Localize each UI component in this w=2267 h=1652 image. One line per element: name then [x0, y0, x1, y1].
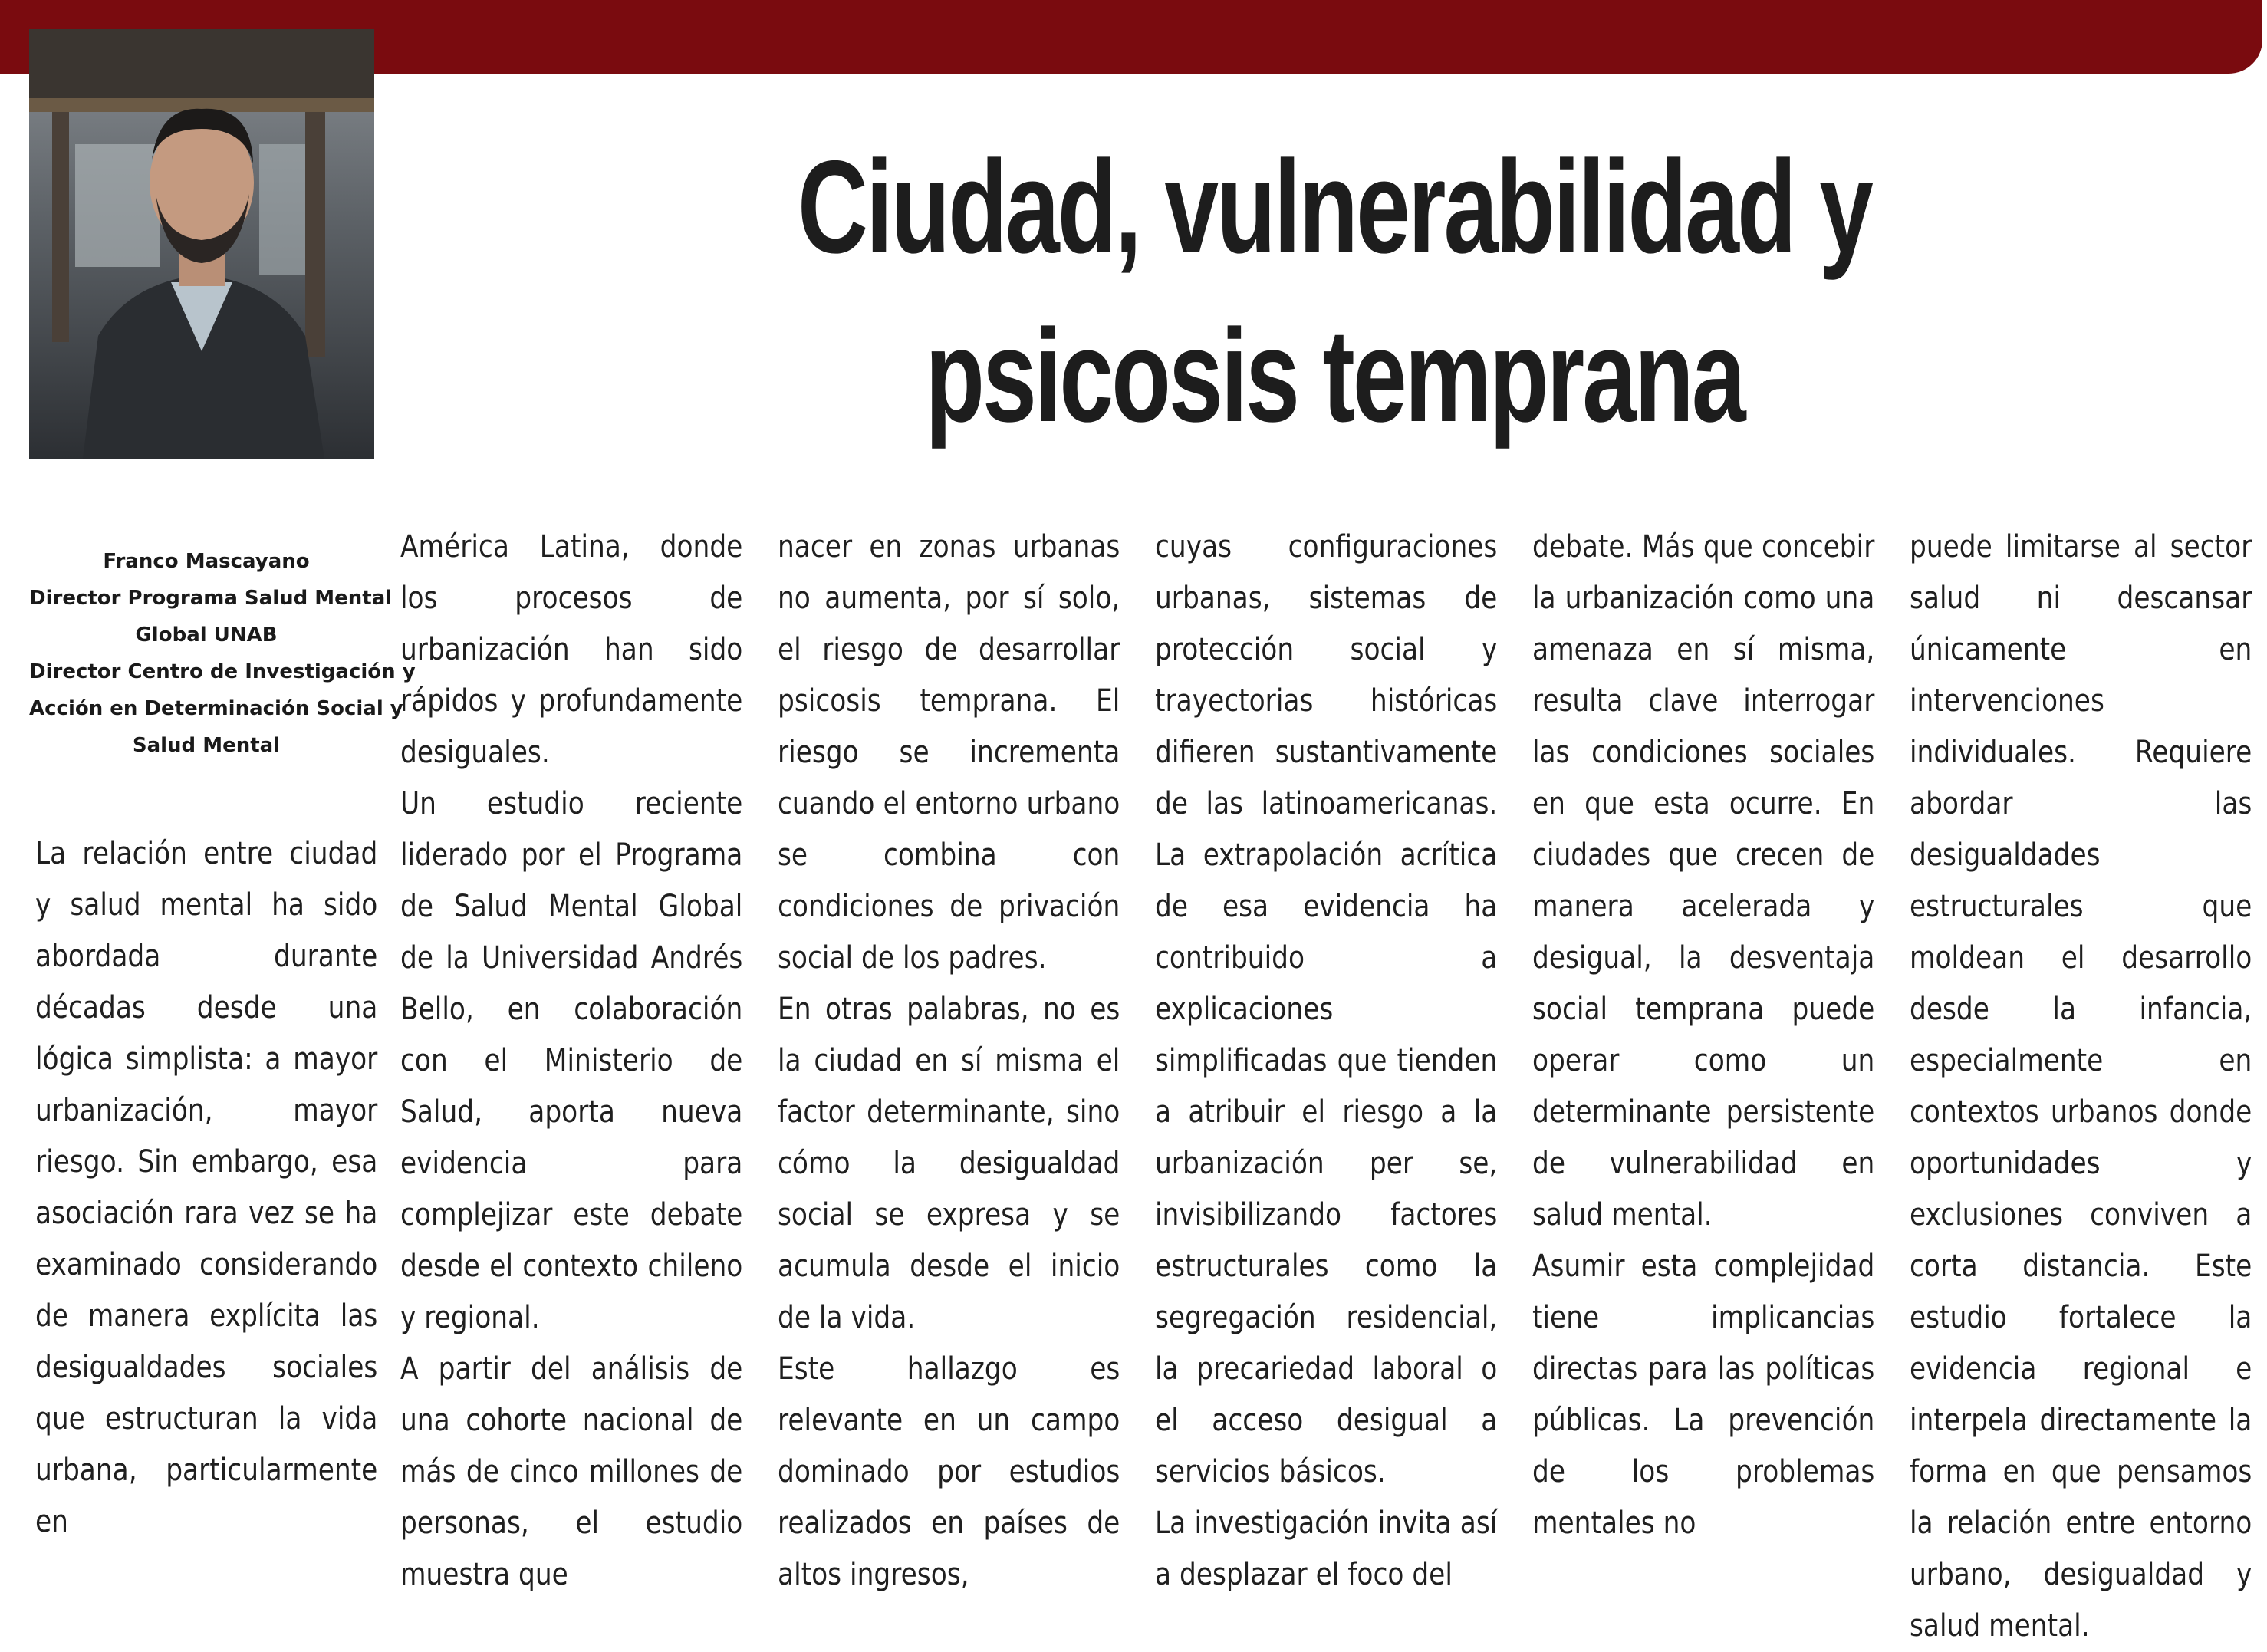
author-role-line: Director Programa Salud Mental: [29, 587, 393, 610]
text-column-2: [400, 522, 742, 1601]
paragraph: Este hallazgo es relevante en un campo dominado por estudios realizados en países de altos ingresos,: [778, 1351, 1120, 1592]
paragraph: A partir del análisis de una cohorte nacional de más de cinco millones de personas, el estudio muestra que: [400, 1351, 743, 1592]
author-role-line: Acción en Determinación Social y: [29, 697, 403, 720]
author-byline: [29, 543, 416, 764]
headline: [665, 123, 2004, 460]
author-role-line: Global UNAB: [135, 624, 278, 647]
text-column-6: [1910, 522, 2252, 1652]
paragraph: En otras palabras, no es la ciudad en sí misma el factor determinante, sino cómo la desigualdad social se expresa y se acumula desde el inicio de la vida.: [778, 992, 1120, 1335]
text-column-4: [1155, 522, 1497, 1601]
paragraph: América Latina, donde los procesos de urbanización han sido rápidos y profundamente desiguales.: [400, 529, 743, 770]
paragraph: puede limitarse al sector salud ni descansar únicamente en intervenciones individuales. Requiere abordar las desigualdades estructurales que moldean el desarrollo desde la infancia, especialmente en contextos urbanos donde oportunidades y exclusiones conviven a corta distancia. Este estudio fortalece la evidencia regional e interpela directamente la forma en que pensamos la relación entre entorno urbano, desigualdad y salud mental.: [1910, 529, 2252, 1644]
text-column-5: [1532, 522, 1874, 1549]
author-role-line: Salud Mental: [132, 734, 281, 757]
headline-line-1: Ciudad, vulnerabilidad y: [797, 133, 1872, 281]
paragraph: La investigación invita así a desplazar el foco del: [1155, 1506, 1498, 1592]
author-photo: [29, 29, 374, 459]
author-name: Franco Mascayano: [103, 550, 310, 573]
paragraph: nacer en zonas urbanas no aumenta, por sí solo, el riesgo de desarrollar psicosis temprana. El riesgo se incrementa cuando el entorno urbano se combina con condiciones de privación social de los padres.: [778, 529, 1120, 976]
author-role-line: Director Centro de Investigación y: [29, 660, 416, 683]
paragraph: La relación entre ciudad y salud mental ha sido abordada durante décadas desde una lógica simplista: a mayor urbanización, mayor riesgo. Sin embargo, esa asociación rara vez se ha examinado considerando de manera explícita las desigualdades sociales que estructuran la vida urbana, particularmente en: [35, 836, 378, 1539]
paragraph: cuyas configuraciones urbanas, sistemas de protección social y trayectorias históricas difieren sustantivamente de las latinoamericanas. La extrapolación acrítica de esa evidencia ha contribuido a explicaciones simplificadas que tienden a atribuir el riesgo a la urbanización per se, invisibilizando factores estructurales como la segregación residencial, la precariedad laboral o el acceso desigual a servicios básicos.: [1155, 529, 1498, 1489]
text-column-3: [778, 522, 1120, 1601]
headline-line-2: psicosis temprana: [925, 302, 1744, 449]
paragraph: Un estudio reciente liderado por el Programa de Salud Mental Global de la Universidad Andrés Bello, en colaboración con el Ministerio de Salud, aporta nueva evidencia para complejizar este debate desde el contexto chileno y regional.: [400, 786, 743, 1335]
paragraph: debate. Más que concebir la urbanización como una amenaza en sí misma, resulta clave interrogar las condiciones sociales en que esta ocurre. En ciudades que crecen de manera acelerada y desigual, la desventaja social temprana puede operar como un determinante persistente de vulnerabilidad en salud mental.: [1532, 529, 1875, 1232]
paragraph: Asumir esta complejidad tiene implicancias directas para las políticas públicas. La prevención de los problemas mentales no: [1532, 1249, 1875, 1541]
text-column-1: [35, 828, 377, 1548]
author-portrait-illustration: [29, 29, 374, 459]
